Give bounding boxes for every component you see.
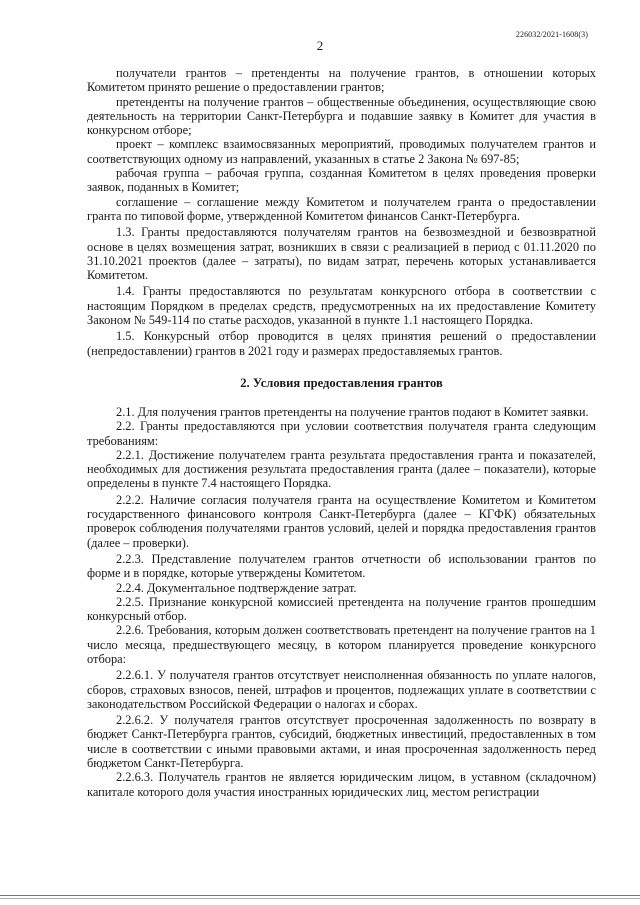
paragraph-definition-agreement: соглашение – соглашение между Комитетом и получателем гранта о предоставлении гранта по типовой форме, утвержденной Комитетом финансов Санкт-Петербурга.	[87, 194, 596, 223]
paragraph-1-5: 1.5. Конкурсный отбор проводится в целях принятия решений о предоставлении (непредоставлении) грантов в 2021 году и размерах предоставляемых грантов.	[87, 329, 596, 358]
document-number: 226032/2021-1608(3)	[515, 30, 588, 39]
page-number: 2	[316, 38, 324, 53]
paragraph-2-2-3: 2.2.3. Представление получателем грантов отчетности об использовании грантов по форме и в порядке, которые утверждены Комитетом.	[87, 551, 596, 581]
paragraph-2-2-2: 2.2.2. Наличие согласия получателя гранта на осуществление Комитетом и Комитетом государственного финансового контроля Санкт-Петербурга (далее – КГФК) обязательных проверок соблюдения получателями грантов условий, целей и порядка предоставления грантов (далее – проверки).	[87, 492, 596, 550]
paragraph-1-4: 1.4. Гранты предоставляются по результатам конкурсного отбора в соответствии с настоящим Порядком в пределах средств, предусмотренных на их предоставление Комитету Законом № 549-114 по статье расходов, указанной в пункте 1.1 настоящего Порядка.	[87, 284, 596, 328]
scan-edge-line	[0, 898, 640, 899]
paragraph-2-2-4: 2.2.4. Документальное подтверждение затрат.	[116, 580, 357, 595]
paragraph-definition-applicants: претенденты на получение грантов – общественные объединения, осуществляющие свою деятельность на территории Санкт-Петербурга и подавшие заявку в Комитет для участия в конкурсном отборе;	[87, 94, 596, 138]
paragraph-2-2-6-3: 2.2.6.3. Получатель грантов не является юридическим лицом, в уставном (складочном) капитале которого доля участия иностранных юридических лиц, местом регистрации	[87, 770, 596, 799]
paragraph-2-2-6: 2.2.6. Требования, которым должен соответствовать претендент на получение грантов на 1 число месяца, предшествующего месяцу, в котором планируется проведение конкурсного отбора:	[87, 623, 596, 666]
paragraph-2-2-5: 2.2.5. Признание конкурсной комиссией претендента на получение грантов прошедшим конкурсный отбор.	[87, 594, 596, 624]
section-heading: 2. Условия предоставления грантов	[240, 375, 443, 390]
scan-edge-line	[0, 895, 640, 896]
document-body	[87, 66, 596, 799]
paragraph-2-2: 2.2. Гранты предоставляются при условии соответствия получателя гранта следующим требованиям:	[87, 419, 596, 448]
paragraph-definition-working-group: рабочая группа – рабочая группа, созданная Комитетом в целях проведения проверки заявок, поданных в Комитет;	[87, 166, 596, 195]
paragraph-definition-recipients: получатели грантов – претенденты на получение грантов, в отношении которых Комитетом принято решение о предоставлении грантов;	[87, 66, 596, 95]
paragraph-definition-project: проект – комплекс взаимосвязанных мероприятий, проводимых получателем грантов и соответствующих одному из направлений, указанных в статье 2 Закона № 697-85;	[87, 137, 596, 166]
paragraph-2-2-6-1: 2.2.6.1. У получателя грантов отсутствует неисполненная обязанность по уплате налогов, сборов, страховых взносов, пеней, штрафов и процентов, подлежащих уплате в соответствии с законодательством Российской Федерации о налогах и сборах.	[87, 668, 596, 711]
paragraph-2-2-1: 2.2.1. Достижение получателем гранта результата предоставления гранта и показателей, необходимых для достижения результата предоставления гранта (далее – показатели), которые определены в пункте 7.4 настоящего Порядка.	[87, 447, 596, 491]
paragraph-2-1: 2.1. Для получения грантов претенденты на получение грантов подают в Комитет заявки.	[116, 404, 589, 419]
paragraph-1-3: 1.3. Гранты предоставляются получателям грантов на безвозмездной и безвозвратной основе в целях возмещения затрат, возникших в связи с реализацией в период с 01.11.2020 по 31.10.2021 проектов (далее – затраты), по видам затрат, перечень которых устанавливается Комитетом.	[87, 225, 596, 283]
paragraph-2-2-6-2: 2.2.6.2. У получателя грантов отсутствует просроченная задолженность по возврату в бюджет Санкт-Петербурга грантов, субсидий, бюджетных инвестиций, предоставленных в том числе в соответствии с иными правовыми актами, и иная просроченная задолженность перед бюджетом Санкт-Петербурга.	[87, 713, 596, 771]
